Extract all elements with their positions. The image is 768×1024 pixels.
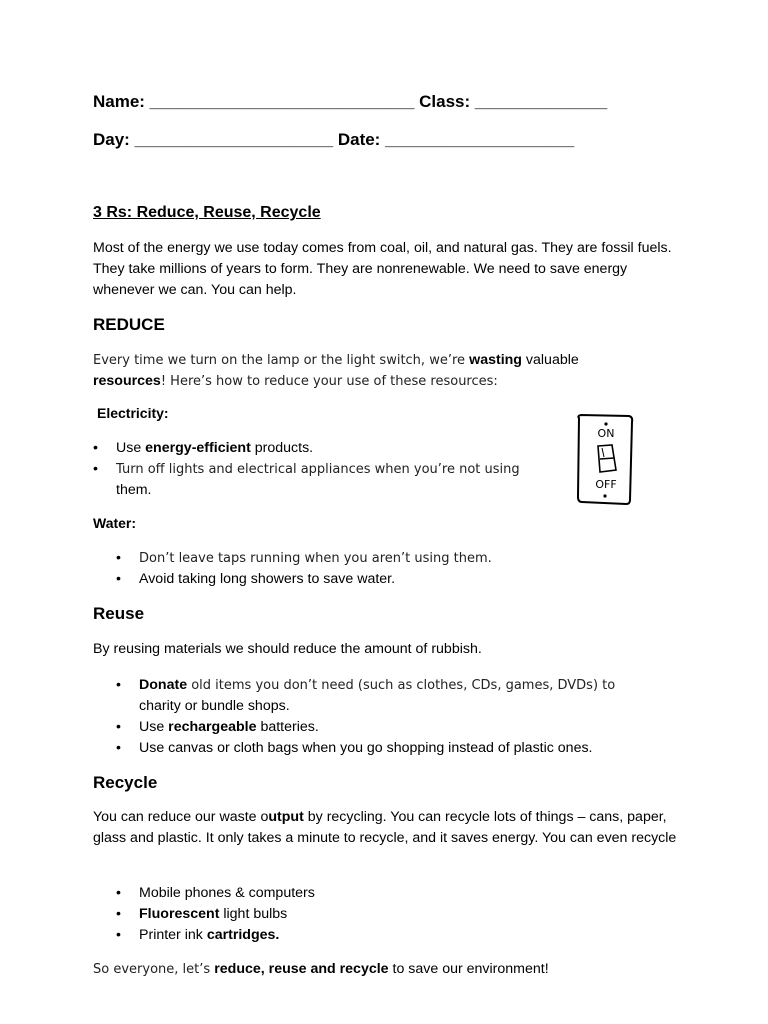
reuse-list (116, 675, 676, 759)
water-list (116, 548, 676, 590)
name-class-line: Name: ____________________________ Class: ______________ (93, 92, 608, 111)
light-switch-icon (572, 412, 638, 508)
reduce-text-c: ! Here’s how to reduce your use of these resources: (160, 374, 498, 389)
list-item: • Use energy-efficient products. (93, 438, 563, 459)
list-item: • Printer ink cartridges. (116, 925, 676, 946)
intro-paragraph: Most of the energy we use today comes from coal, oil, and natural gas. They are fossil fuels. They take millions of years to form. They are nonrenewable. We need to save energy whenever we can. You can help. (93, 240, 672, 298)
list-item: • Use canvas or cloth bags when you go shopping instead of plastic ones. (116, 738, 676, 759)
page-title: 3 Rs: Reduce, Reuse, Recycle (93, 204, 321, 221)
list-item: • Don’t leave taps running when you aren’t using them. (116, 548, 676, 569)
reduce-bold-wasting: wasting (469, 352, 522, 368)
reduce-bold-resources: resources (93, 373, 161, 389)
reduce-text-a: Every time we turn on the lamp or the light switch, we’re (93, 353, 470, 368)
switch-on-label: ON (597, 427, 615, 440)
electricity-label: Electricity: (97, 405, 169, 421)
recycle-heading: Recycle (93, 773, 158, 792)
list-item: • Turn off lights and electrical appliances when you’re not using them. (93, 459, 563, 501)
recycle-paragraph: You can reduce our waste output by recycling. You can recycle lots of things – cans, paper, glass and plastic. It only takes a minute to recycle, and it saves energy. You can even recycle (93, 809, 677, 846)
reduce-heading: REDUCE (93, 315, 165, 334)
list-item: • Mobile phones & computers (116, 883, 676, 904)
closing-sentence: So everyone, let’s reduce, reuse and recycle to save our environment! (93, 961, 549, 977)
list-item: • Avoid taking long showers to save water. (116, 569, 676, 590)
switch-off-label: OFF (595, 478, 617, 491)
water-label: Water: (93, 515, 137, 531)
list-item: • Fluorescent light bulbs (116, 904, 676, 925)
reduce-text-b: valuable (521, 352, 579, 368)
reuse-heading: Reuse (93, 604, 145, 623)
reduce-paragraph (93, 350, 653, 392)
reuse-paragraph: By reusing materials we should reduce the amount of rubbish. (93, 641, 482, 657)
recycle-list (116, 883, 676, 946)
day-date-line: Day: _____________________ Date: ____________________ (93, 130, 575, 149)
list-item: • Use rechargeable batteries. (116, 717, 676, 738)
electricity-list (93, 438, 563, 501)
list-item: • Donate old items you don’t need (such as clothes, CDs, games, DVDs) to charity or bundle shops. (116, 675, 676, 717)
